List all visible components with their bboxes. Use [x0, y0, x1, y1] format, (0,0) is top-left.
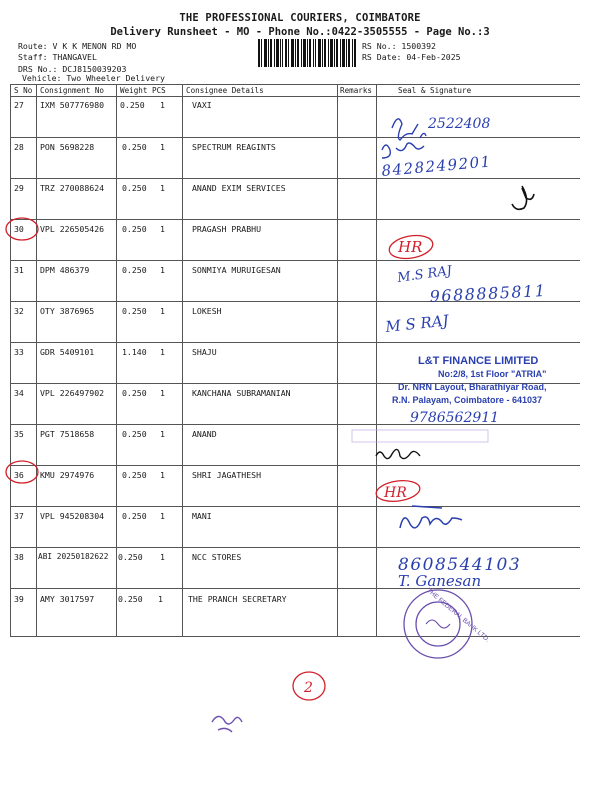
cell-consignee: ANAND EXIM SERVICES: [192, 183, 286, 193]
cell-weight: 0.250: [120, 100, 145, 110]
cell-consignment: VPL 226497902: [40, 388, 105, 398]
handwriting-row31-b: 9688885811: [429, 280, 547, 306]
cell-weight: 0.250: [118, 552, 143, 562]
cell-pcs: 1: [160, 265, 165, 275]
rs-date-label: RS Date: 04-Feb-2025: [362, 51, 461, 62]
cell-consignment: GDR 5409101: [40, 347, 95, 357]
cell-sno: 36: [14, 470, 24, 480]
cell-consignment: IXM 507776980: [40, 100, 105, 110]
col-header-consignment: Consignment No: [40, 86, 105, 95]
route-label: Route: V K K MENON RD MO: [18, 41, 137, 51]
cell-pcs: 1: [160, 429, 165, 439]
cell-pcs: 1: [160, 183, 165, 193]
cell-consignee: VAXI: [192, 100, 212, 110]
handwriting-row31-a: M.S RAJ: [396, 263, 453, 286]
handwriting-row38-a: 8608544103: [398, 555, 522, 575]
cell-sno: 34: [14, 388, 24, 398]
col-header-sno: S No: [14, 86, 33, 95]
lt-stamp-phone: 9786562911: [410, 410, 500, 426]
cell-weight: 1.140: [122, 347, 147, 357]
bank-seal-text: THE FEDERAL BANK LTD.: [425, 587, 491, 644]
cell-consignment: TRZ 270088624: [40, 183, 105, 193]
meta-left: [18, 41, 136, 75]
runsheet-subtitle: Delivery Runsheet - MO - Phone No.:0422-3505555 - Page No.:3: [110, 26, 490, 38]
cell-sno: 27: [14, 100, 24, 110]
cell-pcs: 1: [158, 594, 163, 604]
cell-pcs: 1: [160, 100, 165, 110]
col-header-pcs: PCS: [152, 86, 166, 95]
handwriting-row38-b: T. Ganesan: [398, 572, 482, 590]
cell-weight: 0.250: [122, 265, 147, 275]
cell-weight: 0.250: [122, 511, 147, 521]
hr-mark-row30: HR: [398, 238, 423, 256]
lt-stamp-line2: Dr. NRN Layout, Bharathiyar Road,: [398, 382, 547, 392]
page-mark-circle: [293, 672, 325, 700]
col-header-consignee: Consignee Details: [186, 86, 264, 95]
cell-weight: 0.250: [122, 183, 147, 193]
cell-weight: 0.250: [122, 224, 147, 234]
cell-pcs: 1: [160, 511, 165, 521]
signature-bottom-left: [212, 716, 242, 732]
cell-consignee: SHRI JAGATHESH: [192, 470, 262, 480]
lt-stamp-line1: No:2/8, 1st Floor "ATRIA": [438, 369, 547, 379]
cell-pcs: 1: [160, 470, 165, 480]
cell-weight: 0.250: [118, 594, 143, 604]
cell-consignment: VPL 226505426: [40, 224, 105, 234]
cell-consignee: ANAND: [192, 429, 217, 439]
cell-consignee: SHAJU: [192, 347, 217, 357]
cell-sno: 39: [14, 594, 24, 604]
handwriting-row28: 8428249201: [380, 152, 493, 180]
cell-sno: 29: [14, 183, 24, 193]
col-header-remarks: Remarks: [340, 86, 373, 95]
cell-pcs: 1: [160, 224, 165, 234]
cell-pcs: 1: [160, 347, 165, 357]
cell-consignment: KMU 2974976: [40, 470, 95, 480]
cell-pcs: 1: [160, 388, 165, 398]
cell-consignment: ABI 20250182622: [38, 552, 109, 561]
col-header-seal: Seal & Signature: [398, 86, 472, 95]
cell-sno: 32: [14, 306, 24, 316]
cell-weight: 0.250: [122, 388, 147, 398]
lt-stamp-line3: R.N. Palayam, Coimbatore - 641037: [392, 395, 543, 405]
cell-weight: 0.250: [122, 470, 147, 480]
meta-right: [362, 41, 461, 62]
cell-consignment: PON 5698228: [40, 142, 95, 152]
cell-sno: 28: [14, 142, 24, 152]
cell-consignee: PRAGASH PRABHU: [192, 224, 262, 234]
rs-no-label: RS No.: 1500392: [362, 41, 436, 51]
handwriting-row32: M S RAJ: [384, 311, 450, 336]
cell-sno: 38: [14, 552, 24, 562]
vehicle-label: Vehicle: Two Wheeler Delivery: [22, 73, 165, 83]
cell-consignment: OTY 3876965: [40, 306, 95, 316]
handwriting-row27: 2522408: [428, 116, 491, 132]
cell-pcs: 1: [160, 142, 165, 152]
hr-mark-row36: HR: [384, 485, 407, 501]
cell-consignment: PGT 7518658: [40, 429, 95, 439]
company-title: THE PROFESSIONAL COURIERS, COIMBATORE: [179, 12, 421, 24]
handwriting-page-mark: 2: [304, 680, 313, 696]
cell-weight: 0.250: [122, 306, 147, 316]
lt-stamp-name: L&T FINANCE LIMITED: [418, 355, 539, 367]
cell-consignee: KANCHANA SUBRAMANIAN: [192, 388, 291, 398]
cell-consignee: SONMIYA MURUIGESAN: [192, 265, 281, 275]
cell-weight: 0.250: [122, 142, 147, 152]
cell-consignee: THE PRANCH SECRETARY: [188, 594, 287, 604]
col-header-weight: Weight: [120, 86, 148, 95]
cell-pcs: 1: [160, 552, 165, 562]
cell-consignee: MANI: [192, 511, 212, 521]
cell-consignee: NCC STORES: [192, 552, 242, 562]
cell-sno: 33: [14, 347, 24, 357]
cell-consignee: LOKESH: [192, 306, 222, 316]
cell-sno: 30: [14, 224, 24, 234]
cell-consignee: SPECTRUM REAGINTS: [192, 142, 276, 152]
staff-label: Staff: THANGAVEL: [18, 51, 97, 62]
cell-consignment: VPL 945208304: [40, 511, 105, 521]
cell-sno: 37: [14, 511, 24, 521]
cell-sno: 31: [14, 265, 24, 275]
cell-weight: 0.250: [122, 429, 147, 439]
cell-consignment: AMY 3017597: [40, 594, 95, 604]
drs-label: DRS No.: DCJ8150039203: [18, 64, 127, 74]
cell-sno: 35: [14, 429, 24, 439]
cell-consignment: DPM 486379: [40, 265, 90, 275]
cell-pcs: 1: [160, 306, 165, 316]
barcode-image: [258, 39, 356, 67]
